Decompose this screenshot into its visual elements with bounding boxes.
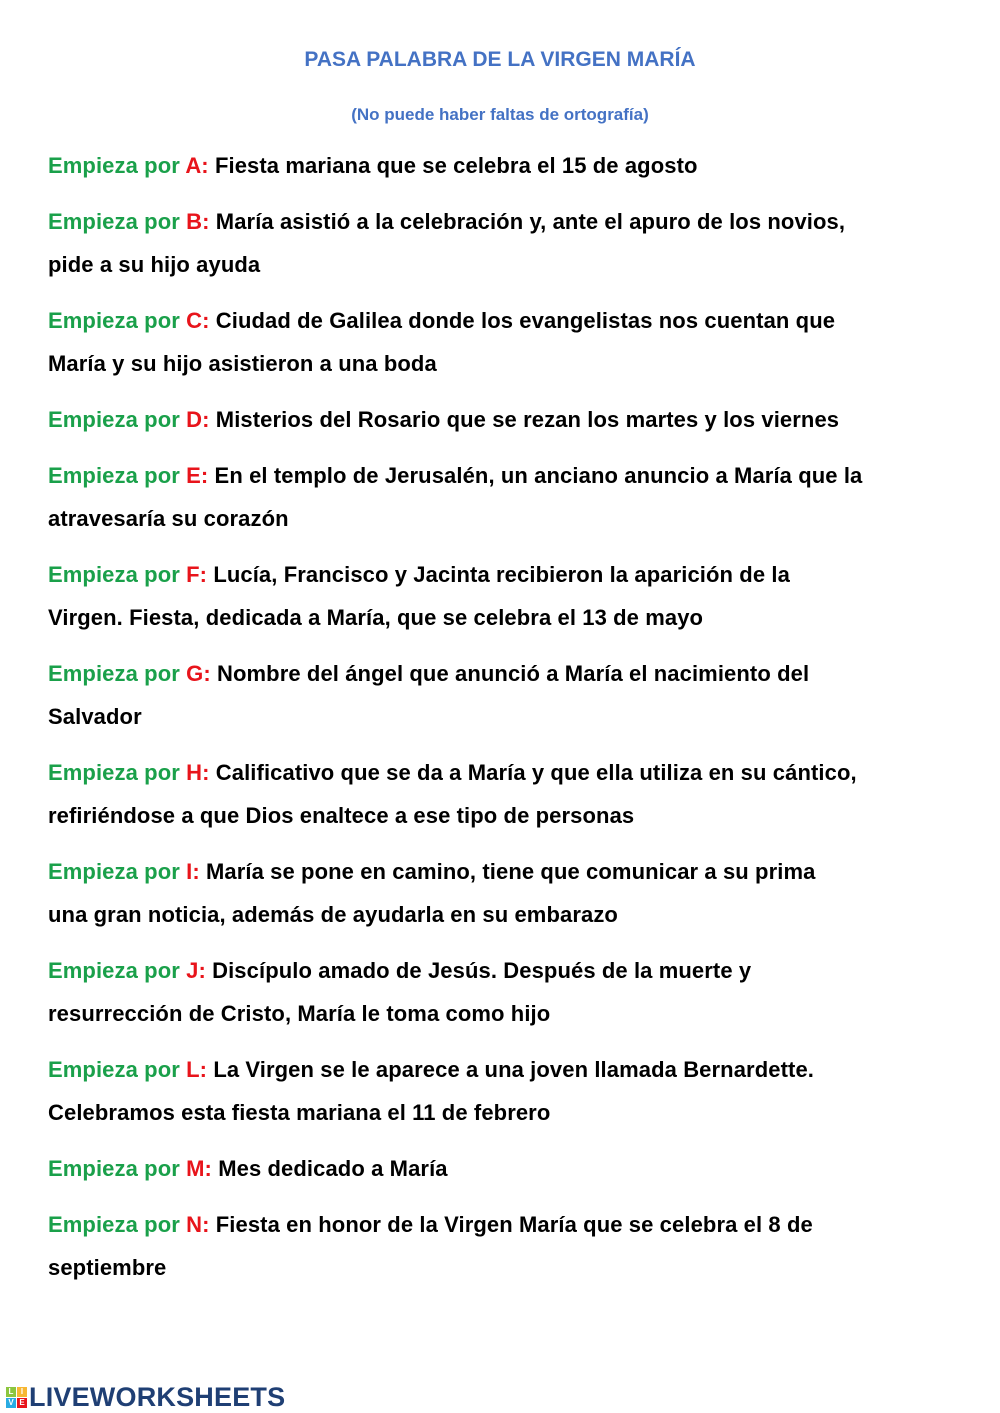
prefix-label: Empieza por: [48, 1156, 187, 1181]
prefix-label: Empieza por: [48, 562, 187, 587]
letter-label: D:: [186, 407, 210, 432]
question-line: [48, 992, 978, 1035]
clue-text: Virgen. Fiesta, dedicada a María, que se celebra el 13 de mayo: [48, 605, 704, 630]
letter-label: F:: [186, 562, 208, 587]
question-line: [48, 553, 978, 596]
letter-label: J:: [186, 958, 206, 983]
clue-text: septiembre: [48, 1255, 167, 1280]
question-item-n: [48, 1203, 978, 1289]
clue-text: Calificativo que se da a María y que ella utiliza en su cántico,: [215, 760, 857, 785]
question-line: [48, 1048, 978, 1091]
prefix-label: Empieza por: [48, 407, 187, 432]
question-line: [48, 893, 978, 936]
question-item-b: [48, 200, 978, 286]
question-line: [48, 1147, 978, 1190]
question-item-e: [48, 454, 978, 540]
prefix-label: Empieza por: [48, 209, 187, 234]
prefix-label: Empieza por: [48, 958, 187, 983]
question-line: [48, 497, 978, 540]
clue-text: resurrección de Cristo, María le toma como hijo: [48, 1001, 551, 1026]
logo-letter: E: [17, 1398, 27, 1408]
letter-label: H:: [186, 760, 210, 785]
question-line: [48, 1203, 978, 1246]
question-line: [48, 850, 978, 893]
question-line: [48, 794, 978, 837]
logo-letter: L: [6, 1387, 16, 1397]
prefix-label: Empieza por: [48, 153, 186, 178]
clue-text: María asistió a la celebración y, ante el apuro de los novios,: [215, 209, 846, 234]
question-item-j: [48, 949, 978, 1035]
question-item-c: [48, 299, 978, 385]
question-line: [48, 243, 978, 286]
clue-text: Discípulo amado de Jesús. Después de la muerte y: [212, 958, 752, 983]
clue-text: Mes dedicado a María: [218, 1156, 448, 1181]
question-line: [48, 596, 978, 639]
clue-text: María y su hijo asistieron a una boda: [48, 351, 437, 376]
question-item-h: [48, 751, 978, 837]
letter-label: M:: [186, 1156, 212, 1181]
letter-label: I:: [186, 859, 200, 884]
prefix-label: Empieza por: [48, 760, 187, 785]
letter-label: C:: [186, 308, 210, 333]
question-line: [48, 751, 978, 794]
question-line: [48, 1246, 978, 1289]
clue-text: Fiesta en honor de la Virgen María que se celebra el 8 de: [215, 1212, 813, 1237]
liveworksheets-logo: [6, 1382, 285, 1413]
question-line: [48, 695, 978, 738]
clue-text: En el templo de Jerusalén, un anciano anuncio a María que la: [214, 463, 863, 488]
page-title: PASA PALABRA DE LA VIRGEN MARÍA: [304, 48, 696, 71]
clue-text: Salvador: [48, 704, 142, 729]
question-line: [48, 454, 978, 497]
prefix-label: Empieza por: [48, 308, 187, 333]
letter-label: L:: [186, 1057, 208, 1082]
question-line: [48, 342, 978, 385]
prefix-label: Empieza por: [48, 1057, 187, 1082]
logo-text: LIVEWORKSHEETS: [29, 1382, 286, 1412]
page-subtitle: (No puede haber faltas de ortografía): [351, 105, 649, 124]
prefix-label: Empieza por: [48, 859, 187, 884]
question-item-g: [48, 652, 978, 738]
letter-label: A:: [185, 153, 209, 178]
question-line: [48, 652, 978, 695]
question-item-d: [48, 398, 978, 441]
question-item-f: [48, 553, 978, 639]
clue-text: refiriéndose a que Dios enaltece a ese tipo de personas: [48, 803, 635, 828]
letter-label: N:: [186, 1212, 210, 1237]
prefix-label: Empieza por: [48, 463, 187, 488]
clue-text: Celebramos esta fiesta mariana el 11 de febrero: [48, 1100, 551, 1125]
logo-letter: V: [6, 1398, 16, 1408]
question-line: [48, 398, 978, 441]
question-item-m: [48, 1147, 978, 1190]
question-line: [48, 144, 978, 187]
clue-text: Ciudad de Galilea donde los evangelistas nos cuentan que: [215, 308, 836, 333]
clue-text: Misterios del Rosario que se rezan los martes y los viernes: [215, 407, 840, 432]
clue-text: Lucía, Francisco y Jacinta recibieron la aparición de la: [213, 562, 790, 587]
prefix-label: Empieza por: [48, 661, 187, 686]
question-list: [48, 144, 978, 1302]
clue-text: La Virgen se le aparece a una joven llamada Bernardette.: [213, 1057, 814, 1082]
clue-text: María se pone en camino, tiene que comunicar a su prima: [205, 859, 816, 884]
question-item-i: [48, 850, 978, 936]
logo-mark-icon: [6, 1387, 27, 1408]
clue-text: atravesaría su corazón: [48, 506, 289, 531]
clue-text: Fiesta mariana que se celebra el 15 de agosto: [214, 153, 698, 178]
clue-text: pide a su hijo ayuda: [48, 252, 261, 277]
letter-label: G:: [186, 661, 211, 686]
question-line: [48, 299, 978, 342]
prefix-label: Empieza por: [48, 1212, 187, 1237]
question-line: [48, 200, 978, 243]
question-item-a: [48, 144, 978, 187]
clue-text: una gran noticia, además de ayudarla en su embarazo: [48, 902, 618, 927]
logo-letter: I: [17, 1387, 27, 1397]
question-line: [48, 949, 978, 992]
letter-label: E:: [186, 463, 209, 488]
question-item-l: [48, 1048, 978, 1134]
clue-text: Nombre del ángel que anunció a María el nacimiento del: [216, 661, 810, 686]
question-line: [48, 1091, 978, 1134]
letter-label: B:: [186, 209, 210, 234]
